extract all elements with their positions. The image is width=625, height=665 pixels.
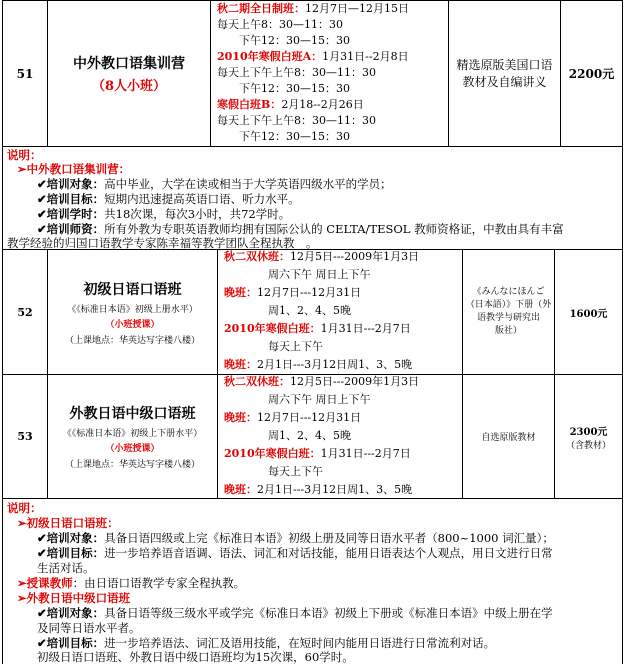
course-number	[3, 1, 48, 146]
note-item: ✔培训对象：具备日语四级或上完《标准日本语》初级上册及同等日语水平者（800~1000 词汇量）；	[37, 531, 554, 545]
schedule-line	[224, 393, 371, 407]
schedule-time: 每天上下午上午8：30—11：30	[217, 114, 376, 127]
material-text: 《みんなにほんご （日本語）》下册（外 语教学与研究出 版社）	[465, 287, 552, 336]
price-cell	[561, 1, 622, 146]
schedule-line	[217, 50, 409, 64]
note-continuation: 教学经验的归国口语教学专家陈幸福等教学团队全程执教 。	[7, 236, 318, 250]
course-title-cell	[48, 1, 211, 146]
course-row-51	[2, 0, 623, 147]
schedule-session-label: 晚班：	[224, 358, 257, 371]
schedule-cell	[218, 250, 463, 374]
note-block-2	[2, 498, 623, 664]
schedule-time: 1月31日---2月7日	[320, 447, 411, 460]
schedule-time: 12月7日---12月31日	[257, 286, 362, 299]
material-cell	[463, 375, 555, 498]
schedule-session-label: 秋二期全日制班：	[217, 2, 305, 15]
course-number-text: 53	[17, 430, 33, 443]
course-row-52	[2, 249, 623, 375]
material-cell	[449, 1, 561, 146]
schedule-line	[224, 250, 419, 264]
note-section: ➢中外教口语集训营：	[17, 162, 131, 176]
schedule-time: 2月1日---3月12日周1、3、5晚	[257, 483, 413, 496]
schedule-cell	[218, 375, 463, 498]
course-class-type: （小班授课）	[105, 444, 160, 454]
schedule-line	[224, 340, 323, 354]
course-subtitle: （8人小班）	[91, 79, 167, 94]
note-continuation: 及同等日语水平者。	[37, 621, 141, 635]
course-title: 外教日语中级口语班	[69, 406, 196, 422]
note-item: ✔培训学时：共18次课，每次3小时，共72学时。	[37, 207, 291, 221]
schedule-time: 每天上下午上午8：30—11：30	[217, 66, 376, 79]
note-item: ✔培训目标：进一步培养语音语调、语法、词汇和对话技能，能用日语表达个人观点，用日文进行日常	[37, 546, 553, 560]
schedule-line	[224, 483, 412, 497]
material-text: 精选原版美国口语 教材及自编讲义	[456, 57, 553, 89]
note-heading: 说明：	[7, 501, 42, 515]
schedule-time: 下午12：30—15：30	[217, 82, 350, 95]
schedule-line	[217, 82, 350, 96]
schedule-session-label: 2010年寒假白班：	[224, 322, 321, 335]
course-number-text: 51	[16, 66, 34, 81]
price-text: 1600元	[569, 308, 608, 320]
course-title: 初级日语口语班	[83, 281, 182, 298]
course-class-type: （小班授课）	[105, 319, 160, 330]
schedule-line	[217, 130, 350, 144]
schedule-time: 周六下午 周日上下午	[224, 393, 371, 406]
schedule-time: 每天上午8：30—11：30	[217, 18, 343, 31]
schedule-line	[224, 304, 351, 318]
schedule-cell	[211, 1, 449, 146]
schedule-line	[217, 66, 376, 80]
schedule-line	[224, 358, 412, 372]
note-footer: 初级日语口语班、外教日语中级口语班均为15次课，60学时。	[37, 650, 354, 664]
course-title: 中外教口语集训营	[73, 56, 185, 72]
schedule-time: 下午12：30—15：30	[217, 130, 350, 143]
note-block-1	[2, 146, 623, 250]
schedule-session-label: 2010年寒假白班：	[224, 447, 321, 460]
schedule-line	[224, 429, 351, 443]
course-row-53	[2, 374, 623, 499]
schedule-line	[217, 114, 376, 128]
schedule-line	[224, 465, 323, 479]
course-number	[3, 375, 48, 498]
course-number	[3, 250, 48, 374]
schedule-line	[224, 375, 419, 389]
price-note: （含教材）	[565, 440, 611, 451]
course-title-cell	[48, 375, 218, 498]
course-book: 《《标准日本语》初级上册水平）	[67, 304, 198, 315]
schedule-time: 每天上下午	[224, 340, 323, 353]
schedule-line	[224, 268, 371, 282]
schedule-session-label: 秋二双休班：	[224, 250, 290, 263]
schedule-time: 12月5日---2009年1月3日	[290, 375, 420, 388]
note-section-title: 中外教口语集训营：	[26, 162, 131, 176]
schedule-time: 1月31日---2月7日	[320, 322, 411, 335]
schedule-line	[224, 447, 411, 461]
note-item: ✔培训目标：进一步培养语法、词汇及语用技能，在短时间内能用日语进行日常流利对话。	[37, 636, 496, 650]
schedule-time: 下午12：30—15：30	[217, 34, 350, 47]
schedule-session-label: 秋二双休班：	[224, 375, 290, 388]
schedule-line	[217, 34, 350, 48]
note-item: ✔培训师资：所有外教为专职英语教师均拥有国际公认的 CELTA/TESOL 教师资格证，中教由具有丰富	[37, 222, 564, 236]
schedule-session-label: 2010年寒假白班A：	[217, 50, 323, 63]
schedule-time: 2月1日---3月12日周1、3、5晚	[257, 358, 413, 371]
material-cell	[463, 250, 555, 374]
note-heading: 说明：	[7, 148, 42, 162]
note-item: ✔培训对象：高中毕业，大学在读或相当于大学英语四级水平的学员；	[37, 177, 392, 191]
schedule-time: 周六下午 周日上下午	[224, 268, 371, 281]
schedule-line	[224, 411, 361, 425]
schedule-time: 12月7日—12月15日	[305, 2, 409, 15]
schedule-session-label: 晚班：	[224, 286, 257, 299]
schedule-line	[217, 18, 343, 32]
schedule-line	[224, 286, 361, 300]
schedule-line	[217, 98, 364, 112]
schedule-session-label: 晚班：	[224, 411, 257, 424]
schedule-time: 12月5日---2009年1月3日	[290, 250, 420, 263]
price-cell	[555, 250, 622, 374]
course-location: （上课地点：华英达写字楼八楼）	[64, 460, 200, 470]
schedule-time: 12月7日---12月31日	[257, 411, 362, 424]
price-text: 2300元	[569, 426, 608, 438]
price-text: 2200元	[568, 67, 615, 81]
note-section: ➢授课教师：由日语口语教学专家全程执教。	[17, 576, 246, 590]
course-location: （上课地点：华英达写字楼八楼）	[64, 335, 200, 346]
course-title-cell	[48, 250, 218, 374]
schedule-time: 每天上下午	[224, 465, 323, 478]
schedule-time: 周1、2、4、5晚	[224, 304, 351, 317]
schedule-session-label: 晚班：	[224, 483, 257, 496]
schedule-time: 2月18--2月26日	[281, 98, 364, 111]
schedule-time: 周1、2、4、5晚	[224, 429, 351, 442]
note-item: ✔培训对象：具备日语等级三级水平或学完《标准日本语》初级上下册或《标准日本语》中级上册在学	[37, 606, 553, 620]
note-section: ➢外教日语中级口语班	[17, 591, 131, 605]
schedule-time: 1月31日--2月8日	[322, 50, 409, 63]
material-text: 自选原版教材	[481, 433, 536, 443]
price-cell	[555, 375, 622, 498]
note-item: ✔培训目标：短期内迅速提高英语口语、听力水平。	[37, 192, 300, 206]
schedule-line	[224, 322, 411, 336]
schedule-session-label: 寒假白班B：	[217, 98, 282, 111]
note-section: ➢初级日语口语班：	[17, 516, 119, 530]
schedule-line	[217, 2, 409, 16]
course-number-text: 52	[17, 305, 33, 319]
note-continuation: 生活对话。	[37, 561, 95, 575]
course-book: 《《标准日本语》初级上下册水平）	[62, 429, 203, 439]
